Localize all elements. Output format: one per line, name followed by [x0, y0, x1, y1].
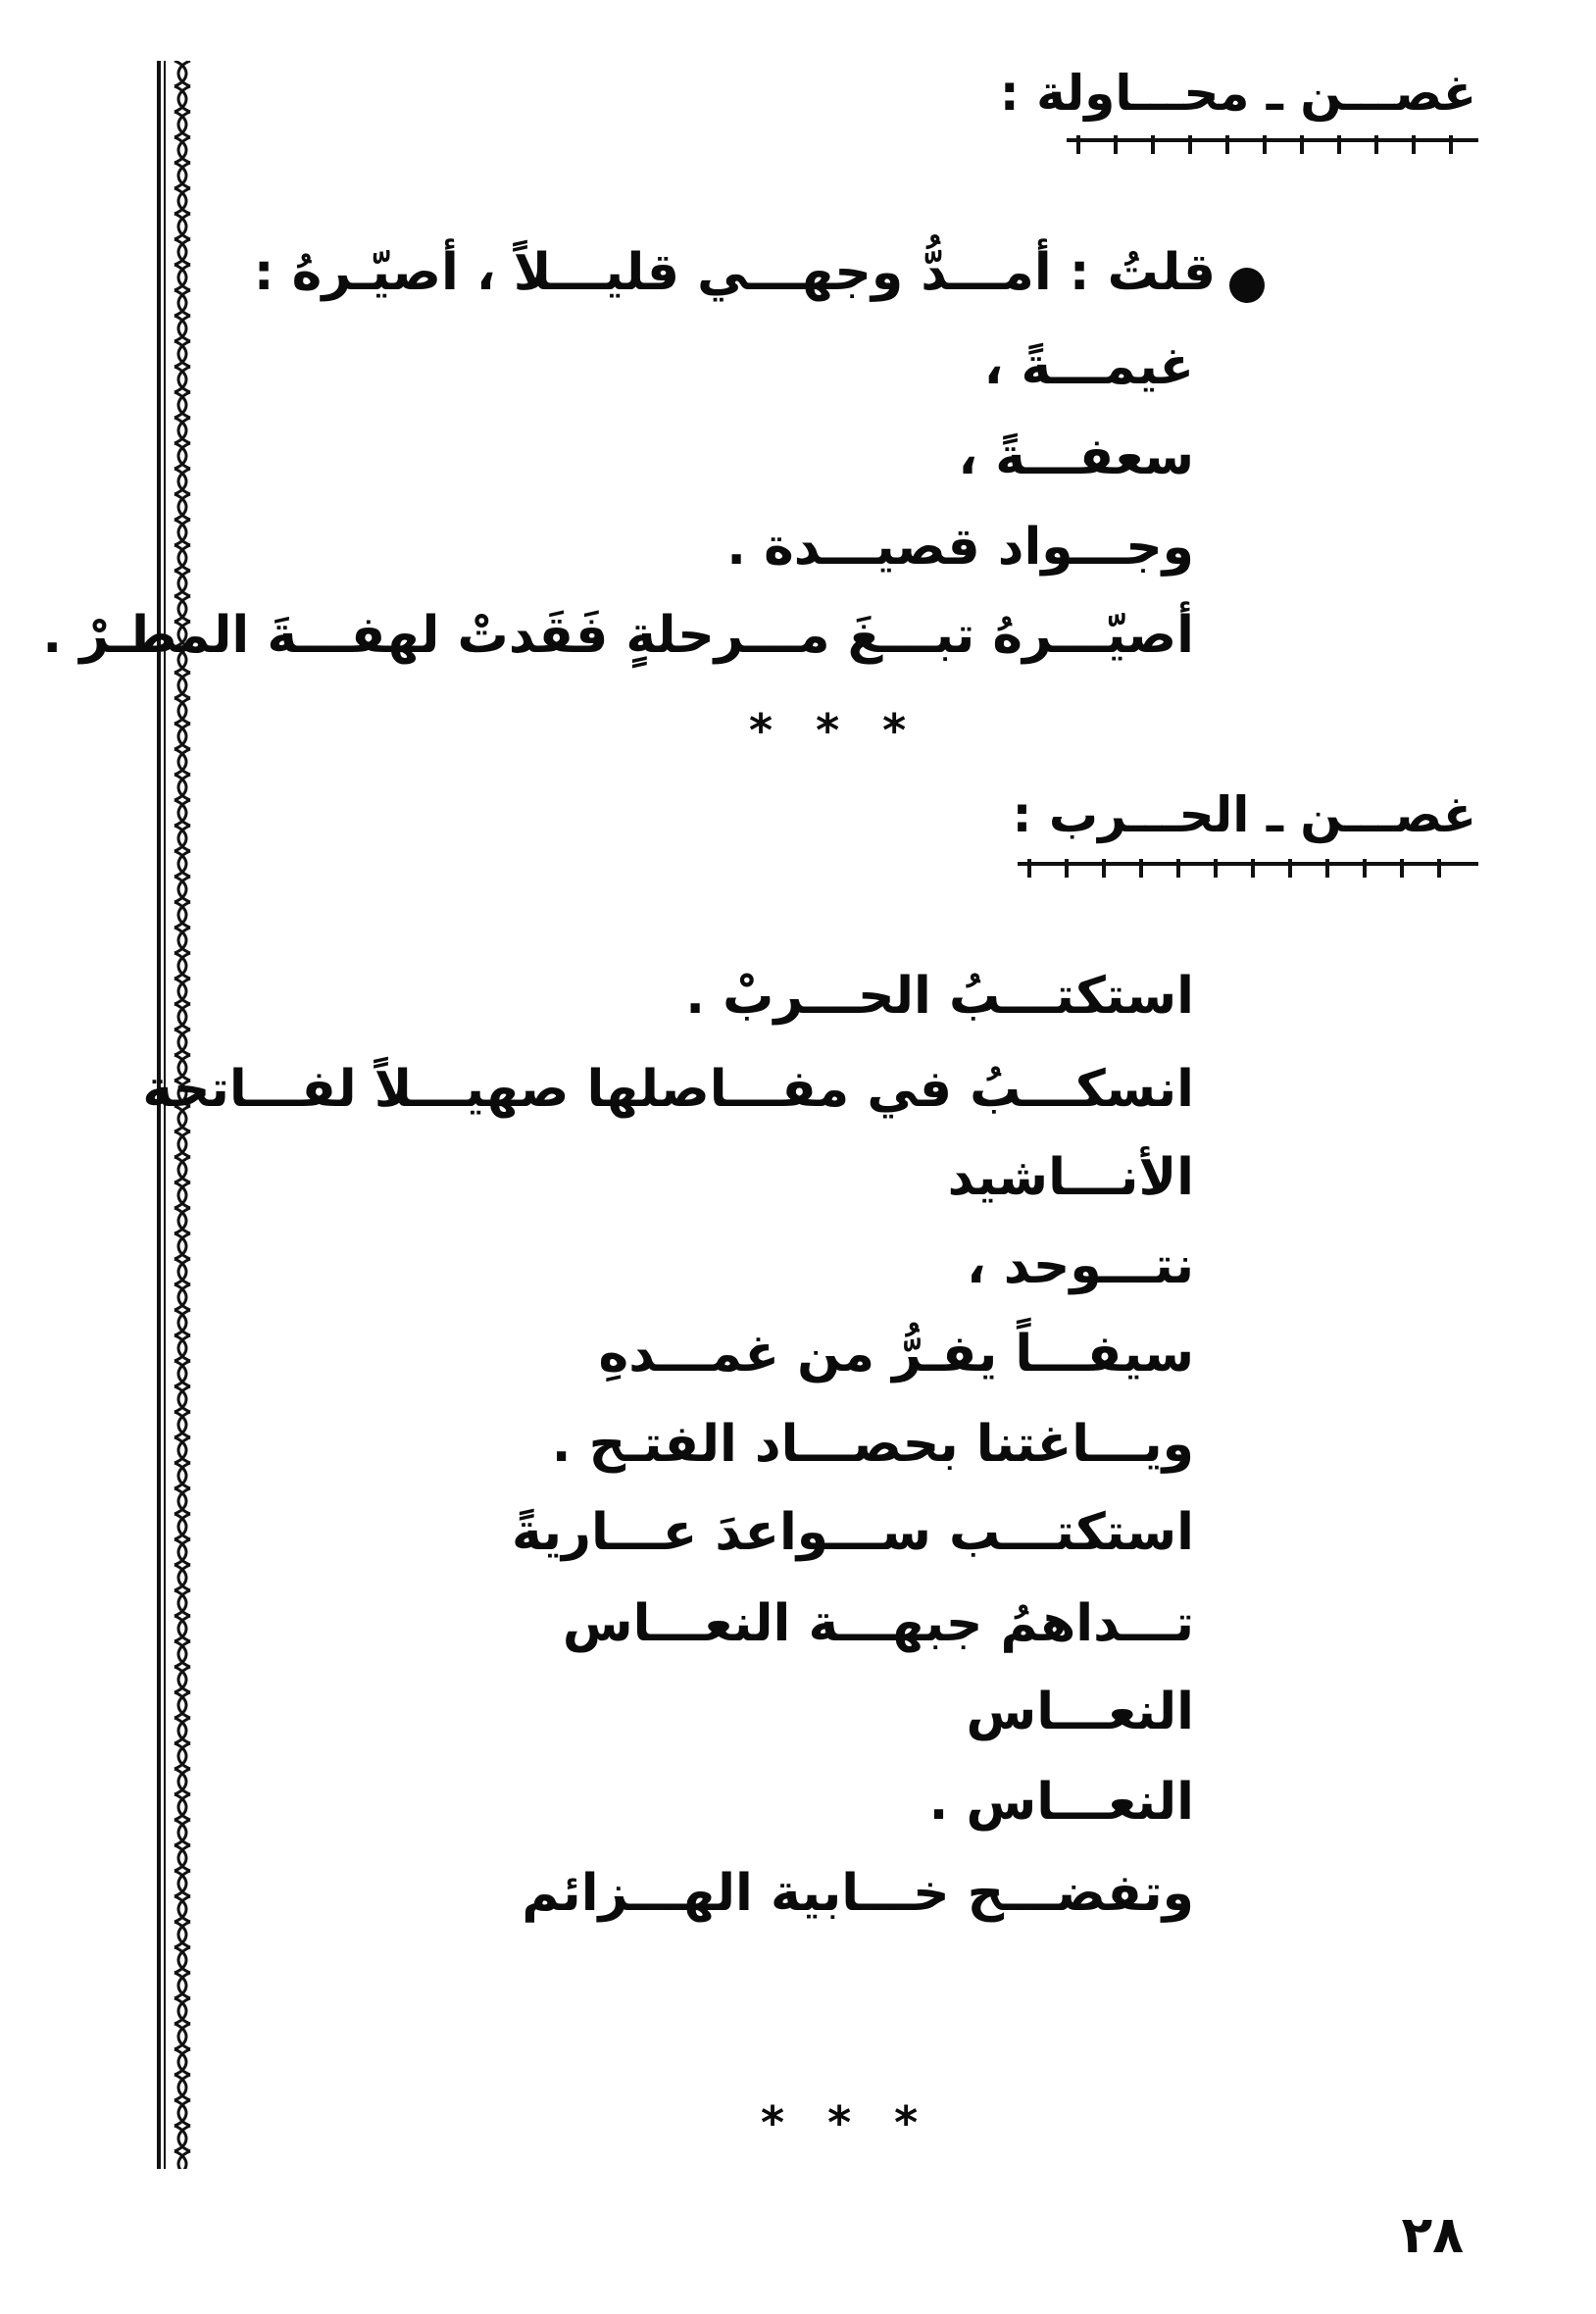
poem-line: ويـــاغتنا بحصـــاد الفتـح .	[551, 1415, 1194, 1474]
section-heading-attempt: غصـــن ـ محـــاولة :	[999, 65, 1476, 122]
poem-line: نتـــوحد ،	[966, 1236, 1194, 1295]
poem-line-justified: انسكـــبُ في مفـــاصلها صهيـــلاً لفـــاتحة	[142, 1060, 1194, 1119]
poem-line: وجـــواد قصيـــدة .	[726, 518, 1194, 577]
bullet-icon	[1229, 268, 1265, 303]
poem-line: قلتُ : أمـــدُّ وجهـــي قليـــلاً ، أصيّـرهُ :	[253, 243, 1216, 302]
poem-line: سعفـــةً ،	[958, 428, 1194, 486]
poem-line: استكتـــب ســـواعدَ عـــاريةً	[511, 1503, 1194, 1562]
page-number: ٢٨	[1401, 2206, 1464, 2265]
poem-line: النعـــاس .	[928, 1773, 1194, 1832]
poem-line: النعـــاس	[966, 1683, 1194, 1741]
section-separator: * * *	[761, 2096, 932, 2149]
heading-underline-ornament-icon	[1067, 131, 1478, 157]
poem-line: تـــداهمُ جبهـــة النعـــاس	[562, 1594, 1194, 1653]
poem-line: استكتـــبُ الحـــربْ .	[685, 967, 1194, 1026]
section-separator: * * *	[749, 704, 921, 757]
heading-underline-ornament-icon	[1018, 855, 1478, 880]
poem-line: أصيّـــرهُ تبـــغَ مـــرحلةٍ فَقَدتْ لهفـــةَ المطـرْ .	[42, 606, 1194, 665]
poem-line: وتفضـــح خـــابية الهـــزائم	[522, 1864, 1194, 1923]
section-heading-war: غصـــن ـ الحـــرب :	[1012, 786, 1476, 843]
poem-line: غيمـــةً ،	[983, 337, 1194, 396]
poem-line: سيفـــاً يفـرُّ من غمـــدهِ	[598, 1325, 1194, 1383]
poem-line: الأنـــاشيد	[947, 1148, 1194, 1207]
